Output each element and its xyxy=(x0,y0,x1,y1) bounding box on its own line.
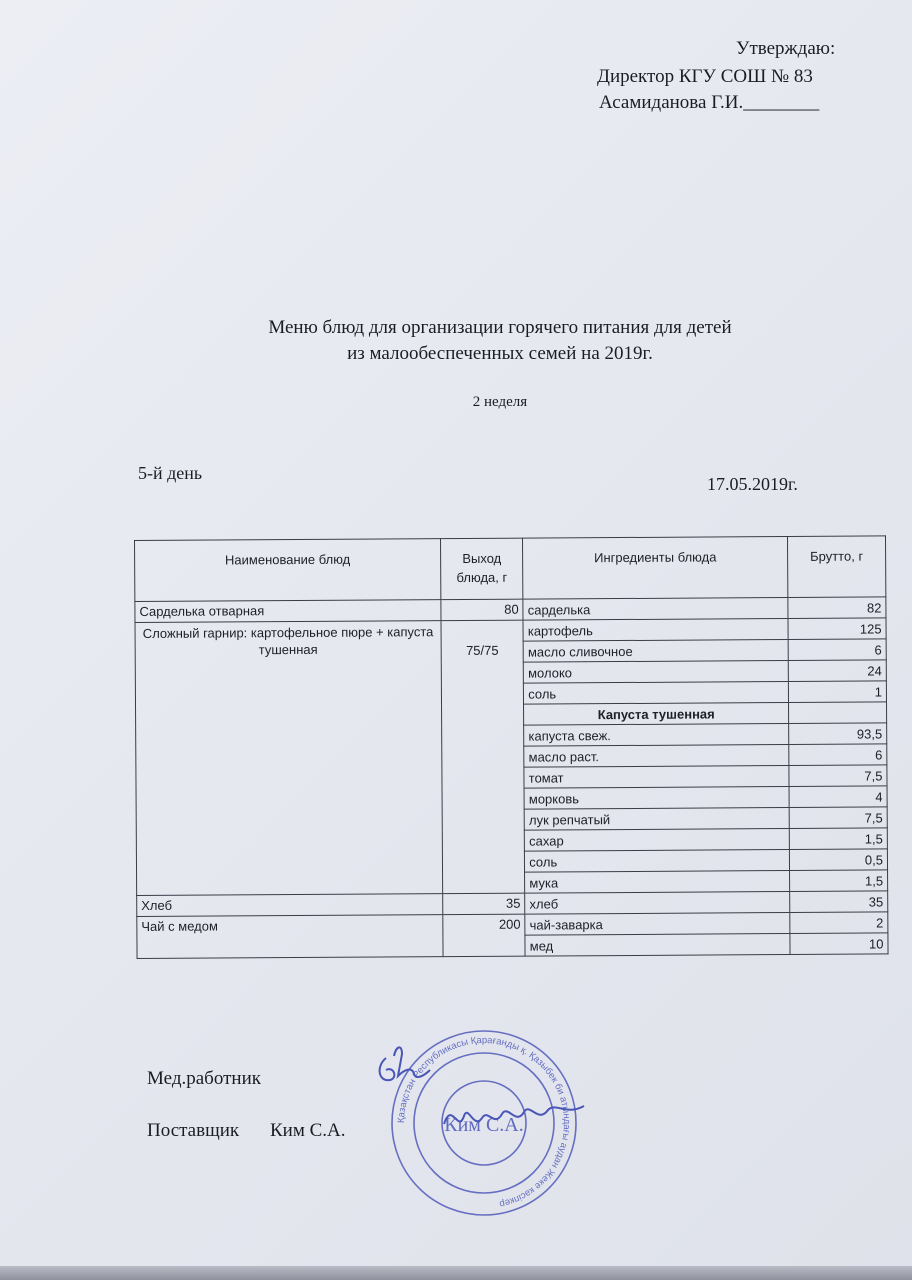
ingredient-gross: 7,5 xyxy=(789,765,887,787)
stamp-center-text: Ким С.А. xyxy=(444,1114,524,1136)
page-edge-shadow xyxy=(0,1266,912,1280)
ingredient-gross: 6 xyxy=(788,639,886,661)
ingredient-name: соль xyxy=(525,850,790,873)
ingredient-gross: 4 xyxy=(789,786,887,808)
ingredient-name: сарделька xyxy=(523,598,788,621)
week-label: 2 неделя xyxy=(472,394,528,410)
approval-name: Асамиданова Г.И.________ xyxy=(599,92,820,113)
ingredient-name: мука xyxy=(525,871,790,894)
ingredient-name: мед xyxy=(525,934,790,957)
ingredient-gross: 0,5 xyxy=(789,849,887,871)
dish-yield: 35 xyxy=(443,893,525,915)
ingredient-gross: 1,5 xyxy=(790,870,888,892)
header-yield: Выход блюда, г xyxy=(441,538,524,600)
ingredient-name: лук репчатый xyxy=(524,808,789,831)
dish-name: Хлеб xyxy=(137,894,443,917)
ingredient-name: молоко xyxy=(524,661,789,684)
stamp-ring-text: Қазақстан Республикасы Қарағанды қ. Қазыбек би атындағы аудан Жеке кәсіпкер xyxy=(395,1034,573,1210)
ingredient-name: томат xyxy=(524,766,789,789)
ingredient-name: масло сливочное xyxy=(523,640,788,663)
ingredient-gross: 10 xyxy=(790,933,888,955)
ingredient-name: соль xyxy=(524,682,789,705)
date-label: 17.05.2019г. xyxy=(707,474,798,494)
ingredient-gross: 7,5 xyxy=(789,807,887,829)
supplier-signature xyxy=(438,1094,588,1144)
header-gross: Брутто, г xyxy=(788,536,886,598)
ingredient-gross: 125 xyxy=(788,618,886,640)
supplier-label: Поставщик xyxy=(147,1120,240,1141)
approval-heading: Утверждаю: xyxy=(736,38,836,59)
dish-name: Чай с медом xyxy=(137,915,443,959)
ingredient-gross: 93,5 xyxy=(789,723,887,745)
ingredient-gross: 2 xyxy=(790,912,888,934)
ingredient-name: хлеб xyxy=(525,892,790,915)
ingredient-gross xyxy=(789,702,887,724)
supplier-name: Ким С.А. xyxy=(270,1120,346,1141)
ingredient-gross: 6 xyxy=(789,744,887,766)
ingredient-gross: 24 xyxy=(788,660,886,682)
ingredient-name: морковь xyxy=(524,787,789,810)
dish-yield: 75/75 xyxy=(441,620,525,893)
ingredient-gross: 1,5 xyxy=(789,828,887,850)
menu-title-line1: Меню блюд для организации горячего питания для детей xyxy=(268,317,732,338)
approval-director: Директор КГУ СОШ № 83 xyxy=(597,66,813,87)
ingredient-gross: 1 xyxy=(788,681,886,703)
ingredient-name: картофель xyxy=(523,619,788,642)
menu-table xyxy=(134,535,889,959)
ingredient-subheading: Капуста тушенная xyxy=(524,703,789,726)
dish-yield: 200 xyxy=(443,914,526,957)
ingredient-gross: 35 xyxy=(790,891,888,913)
dish-yield: 80 xyxy=(441,599,523,621)
header-dish: Наименование блюд xyxy=(135,539,441,602)
med-worker-label: Мед.работник xyxy=(147,1068,261,1089)
dish-name: Сложный гарнир: картофельное пюре + капуста тушенная xyxy=(135,621,443,896)
day-label: 5-й день xyxy=(138,463,203,483)
header-ingredients: Ингредиенты блюда xyxy=(523,537,788,600)
ingredient-name: сахар xyxy=(525,829,790,852)
ingredient-gross: 82 xyxy=(788,597,886,619)
ingredient-name: масло раст. xyxy=(524,745,789,768)
ingredient-name: чай-заварка xyxy=(525,913,790,936)
dish-name: Сарделька отварная xyxy=(135,600,441,623)
menu-title-line2: из малообеспеченных семей на 2019г. xyxy=(347,343,653,364)
med-signature xyxy=(368,1036,448,1096)
table-header-row xyxy=(135,536,886,602)
ingredient-name: капуста свеж. xyxy=(524,724,789,747)
